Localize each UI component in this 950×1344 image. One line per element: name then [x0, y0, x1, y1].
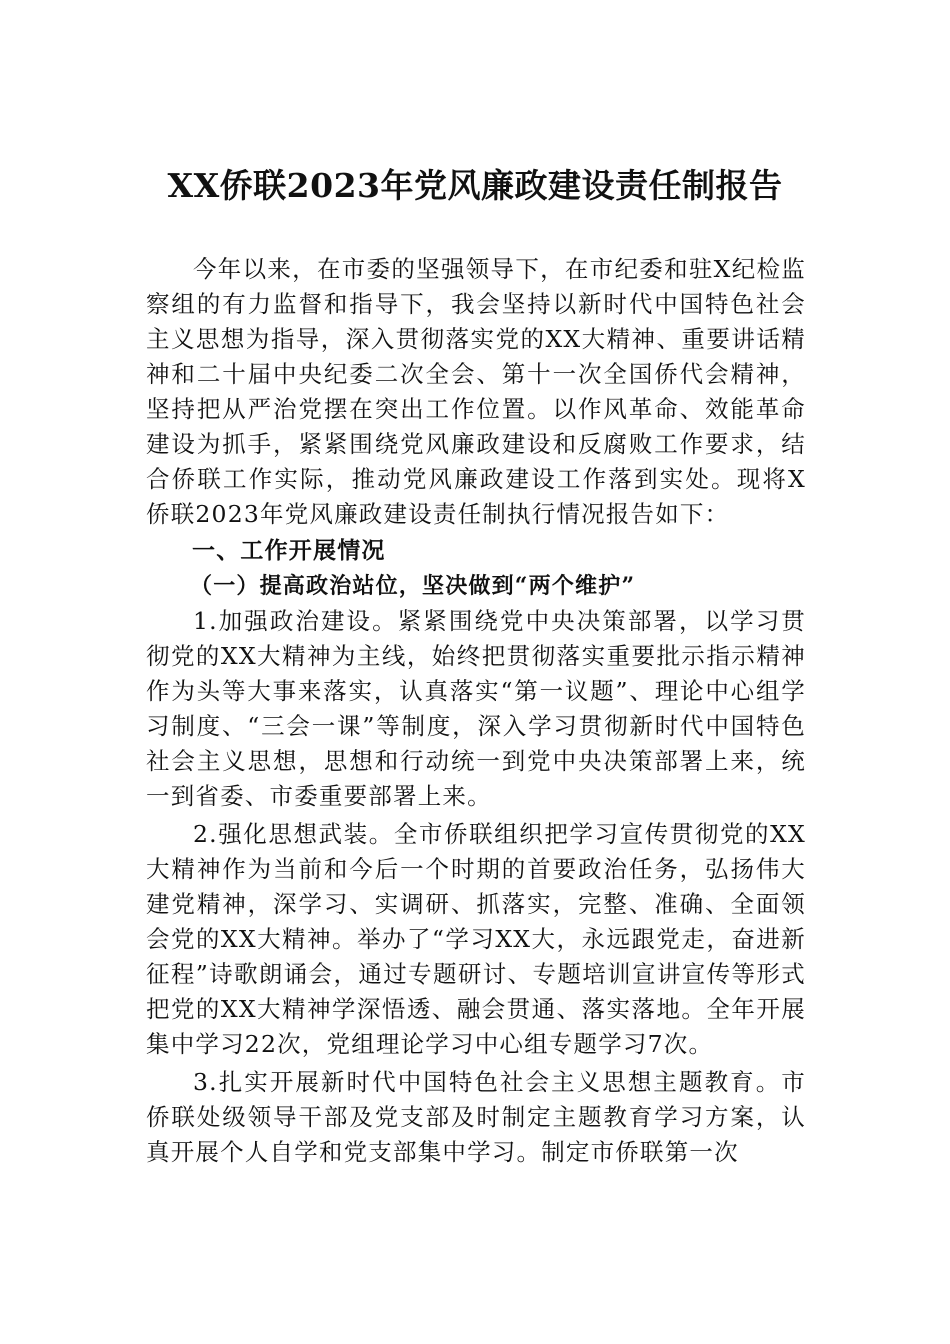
subsection-heading-1: （一）提高政治站位，坚决做到“两个维护” [190, 573, 636, 599]
section-heading-1: 一、工作开展情况 [192, 538, 386, 564]
document-title: XX侨联2023年党风廉政建设责任制报告 [167, 166, 783, 205]
intro-paragraph: 今年以来，在市委的坚强领导下，在市纪委和驻X纪检监察组的有力监督和指导下，我会坚持以新时代中国特色社会主义思想为指导，深入贯彻落实党的XX大精神、重要讲话精神和二十届中央纪委二次全会、第十一次全国侨代会精神，坚持把从严治党摆在突出工作位置。以作风革命、效能革命建设为抓手，紧紧围绕党风廉政建设和反腐败工作要求，结合侨联工作实际，推动党风廉政建设工作落到实处。现将X侨联2023年党风廉政建设责任制执行情况报告如下： [146, 255, 806, 528]
item-paragraph-1: 1.加强政治建设。紧紧围绕党中央决策部署，以学习贯彻党的XX大精神为主线，始终把贯彻落实重要批示指示精神作为头等大事来落实，认真落实“第一议题”、理论中心组学习制度、“三会一课”等制度，深入学习贯彻新时代中国特色社会主义思想，思想和行动统一到党中央决策部署上来，统一到省委、市委重要部署上来。 [146, 607, 806, 810]
item-paragraph-2: 2.强化思想武装。全市侨联组织把学习宣传贯彻党的XX大精神作为当前和今后一个时期的首要政治任务，弘扬伟大建党精神，深学习、实调研、抓落实，完整、准确、全面领会党的XX大精神。举办了“学习XX大，永远跟党走，奋进新征程”诗歌朗诵会，通过专题研讨、专题培训宣讲宣传等形式把党的XX大精神学深悟透、融会贯通、落实落地。全年开展集中学习22次，党组理论学习中心组专题学习7次。 [146, 820, 806, 1058]
document-body [146, 252, 806, 1170]
item-paragraph-3: 3.扎实开展新时代中国特色社会主义思想主题教育。市侨联处级领导干部及党支部及时制定主题教育学习方案，认真开展个人自学和党支部集中学习。制定市侨联第一次 [146, 1068, 806, 1166]
